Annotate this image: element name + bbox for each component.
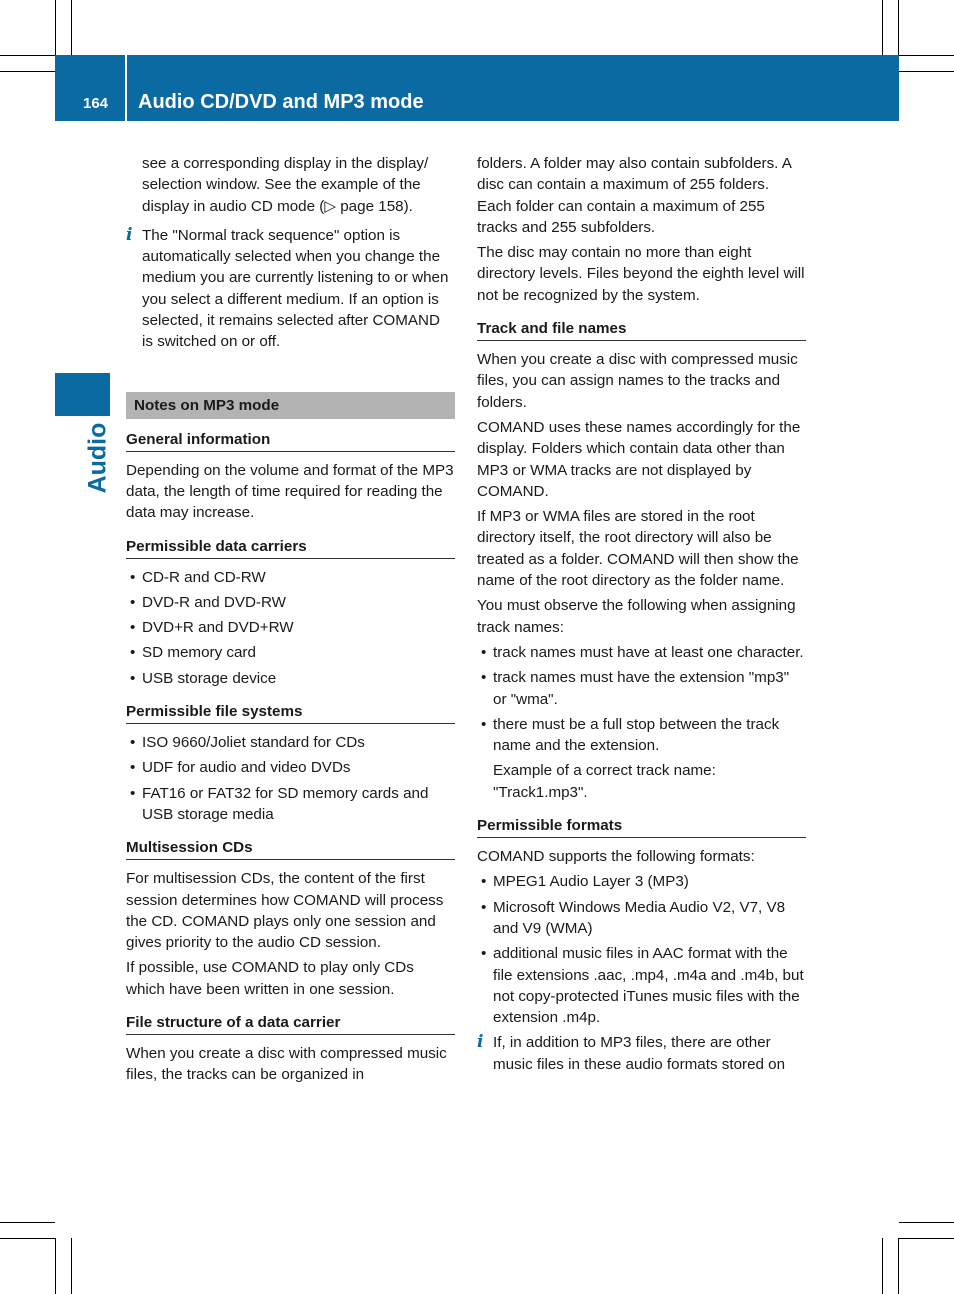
crop-mark [899, 71, 954, 72]
example [493, 760, 806, 803]
info-note-text: If, in addition to MP3 files, there are other music files in these audio formats stored on [493, 1034, 786, 1073]
paragraph: If MP3 or WMA files are stored in the root directory itself, the root directory will also be treated as a folder. COMAND will then show the name of the root directory as the folder name. [477, 508, 799, 590]
left-column [126, 153, 455, 1090]
list-item [477, 943, 806, 1028]
bullet: • [481, 643, 487, 661]
paragraph: folders. A folder may also contain subfolders. A disc can contain a maximum of 255 folders. Each folder can contain a maximum of 255 tracks and 255 subfolders. [477, 155, 792, 236]
list-item [126, 592, 455, 613]
heading-permissible-file-systems: Permissible file systems [126, 701, 455, 724]
list-item [477, 642, 806, 663]
crop-mark [899, 55, 954, 56]
crop-mark [899, 1238, 954, 1239]
intro-line: selection window. See the example of the [142, 176, 421, 194]
heading-general-information: General information [126, 429, 455, 452]
list-item-text: DVD-R and DVD-RW [142, 593, 287, 611]
list-item [126, 732, 455, 753]
paragraph: If possible, use COMAND to play only CDs which have been written in one session. [126, 959, 414, 998]
example-label: Example of a correct track name: [493, 762, 716, 780]
heading-permissible-data-carriers: Permissible data carriers [126, 536, 455, 559]
bullet: • [481, 898, 487, 916]
list-item [126, 668, 455, 689]
crop-mark [0, 55, 55, 56]
crop-mark [882, 1238, 883, 1294]
bullet: • [481, 945, 487, 963]
paragraph: COMAND uses these names accordingly for the display. Folders which contain data other than MP3 or WMA tracks are not displayed by COMAND. [477, 418, 801, 500]
right-column [477, 153, 806, 1079]
bullet: • [130, 568, 136, 586]
list-item-text: SD memory card [142, 644, 256, 662]
intro-line: display in audio CD mode (▷ page 158). [142, 197, 413, 215]
list-item-text: UDF for audio and video DVDs [142, 759, 351, 777]
crop-mark [55, 0, 56, 55]
info-note [126, 225, 455, 353]
bullet: • [130, 619, 136, 637]
paragraph: Depending on the volume and format of the MP3 data, the length of time required for reading the data may increase. [126, 461, 454, 522]
list-item-text: FAT16 or FAT32 for SD memory cards and USB storage media [142, 784, 429, 823]
formats-list [477, 871, 806, 1028]
header-divider [125, 55, 127, 121]
bullet: • [130, 759, 136, 777]
list-item-text: USB storage device [142, 669, 277, 687]
side-tab [55, 373, 110, 416]
paragraph: COMAND supports the following formats: [477, 848, 755, 866]
crop-mark [0, 1222, 55, 1223]
bullet: • [481, 669, 487, 687]
list-item-text: ISO 9660/Joliet standard for CDs [142, 734, 365, 752]
list-item-text: there must be a full stop between the track name and the extension. [493, 715, 780, 755]
crop-mark [882, 0, 883, 55]
list-item-text: MPEG1 Audio Layer 3 (MP3) [493, 873, 689, 891]
bullet: • [130, 734, 136, 752]
crop-mark [55, 1238, 56, 1294]
list-item [126, 642, 455, 663]
list-item [477, 714, 806, 803]
filesystems-list [126, 732, 455, 825]
info-icon: i [477, 1032, 484, 1053]
heading-permissible-formats: Permissible formats [477, 815, 806, 838]
bullet: • [130, 669, 136, 687]
list-item [126, 757, 455, 778]
list-item [477, 897, 806, 940]
example-value: "Track1.mp3". [493, 783, 588, 801]
list-item [477, 871, 806, 892]
page-number: 164 [83, 95, 109, 112]
paragraph: When you create a disc with compressed music files, the tracks can be organized in [126, 1045, 447, 1084]
carriers-list [126, 567, 455, 689]
page-title: Audio CD/DVD and MP3 mode [138, 91, 424, 113]
list-item [126, 567, 455, 588]
intro-paragraph [126, 153, 455, 217]
list-item-text: additional music files in AAC format with the file extensions .aac, .mp4, .m4a and .m4b, but not copy-protected iTunes music files with the extension .m4p. [493, 945, 804, 1027]
crop-mark [898, 0, 899, 55]
crop-mark [898, 1238, 899, 1294]
side-tab-label: Audio [83, 422, 112, 494]
list-item [126, 783, 455, 826]
section-title: Notes on MP3 mode [126, 392, 455, 419]
heading-file-structure: File structure of a data carrier [126, 1012, 455, 1035]
bullet: • [130, 593, 136, 611]
bullet: • [130, 784, 136, 802]
crop-mark [71, 1238, 72, 1294]
heading-track-and-file-names: Track and file names [477, 318, 806, 341]
list-item-text: track names must have at least one character. [493, 643, 804, 661]
crop-mark [71, 0, 72, 55]
info-note [477, 1032, 806, 1075]
intro-line: see a corresponding display in the display/ [142, 155, 429, 172]
crop-mark [899, 1222, 954, 1223]
list-item-text: DVD+R and DVD+RW [142, 619, 294, 637]
list-item [477, 667, 806, 710]
info-note-text: The "Normal track sequence" option is automatically selected when you change the medium you are currently listening to or when you select a different medium. If an option is selected, it remains selected after COMAND is switched on or off. [142, 226, 449, 351]
heading-multisession-cds: Multisession CDs [126, 837, 455, 860]
info-icon: i [126, 224, 133, 245]
bullet: • [130, 644, 136, 662]
list-item-text: track names must have the extension "mp3" or "wma". [493, 669, 790, 708]
paragraph: When you create a disc with compressed music files, you can assign names to the tracks and folders. [477, 351, 798, 411]
paragraph: You must observe the following when assigning track names: [477, 597, 796, 636]
paragraph: The disc may contain no more than eight directory levels. Files beyond the eighth level will not be recognized by the system. [477, 244, 805, 304]
crop-mark [0, 1238, 55, 1239]
bullet: • [481, 873, 487, 891]
page-header [55, 55, 899, 121]
list-item-text: Microsoft Windows Media Audio V2, V7, V8 and V9 (WMA) [493, 898, 786, 937]
bullet: • [481, 715, 487, 733]
list-item [126, 617, 455, 638]
list-item-text: CD-R and CD-RW [142, 568, 266, 586]
rules-list [477, 642, 806, 803]
paragraph: For multisession CDs, the content of the first session determines how COMAND will process the CD. COMAND plays only one session and gives priority to the audio CD session. [126, 870, 444, 952]
crop-mark [0, 71, 55, 72]
